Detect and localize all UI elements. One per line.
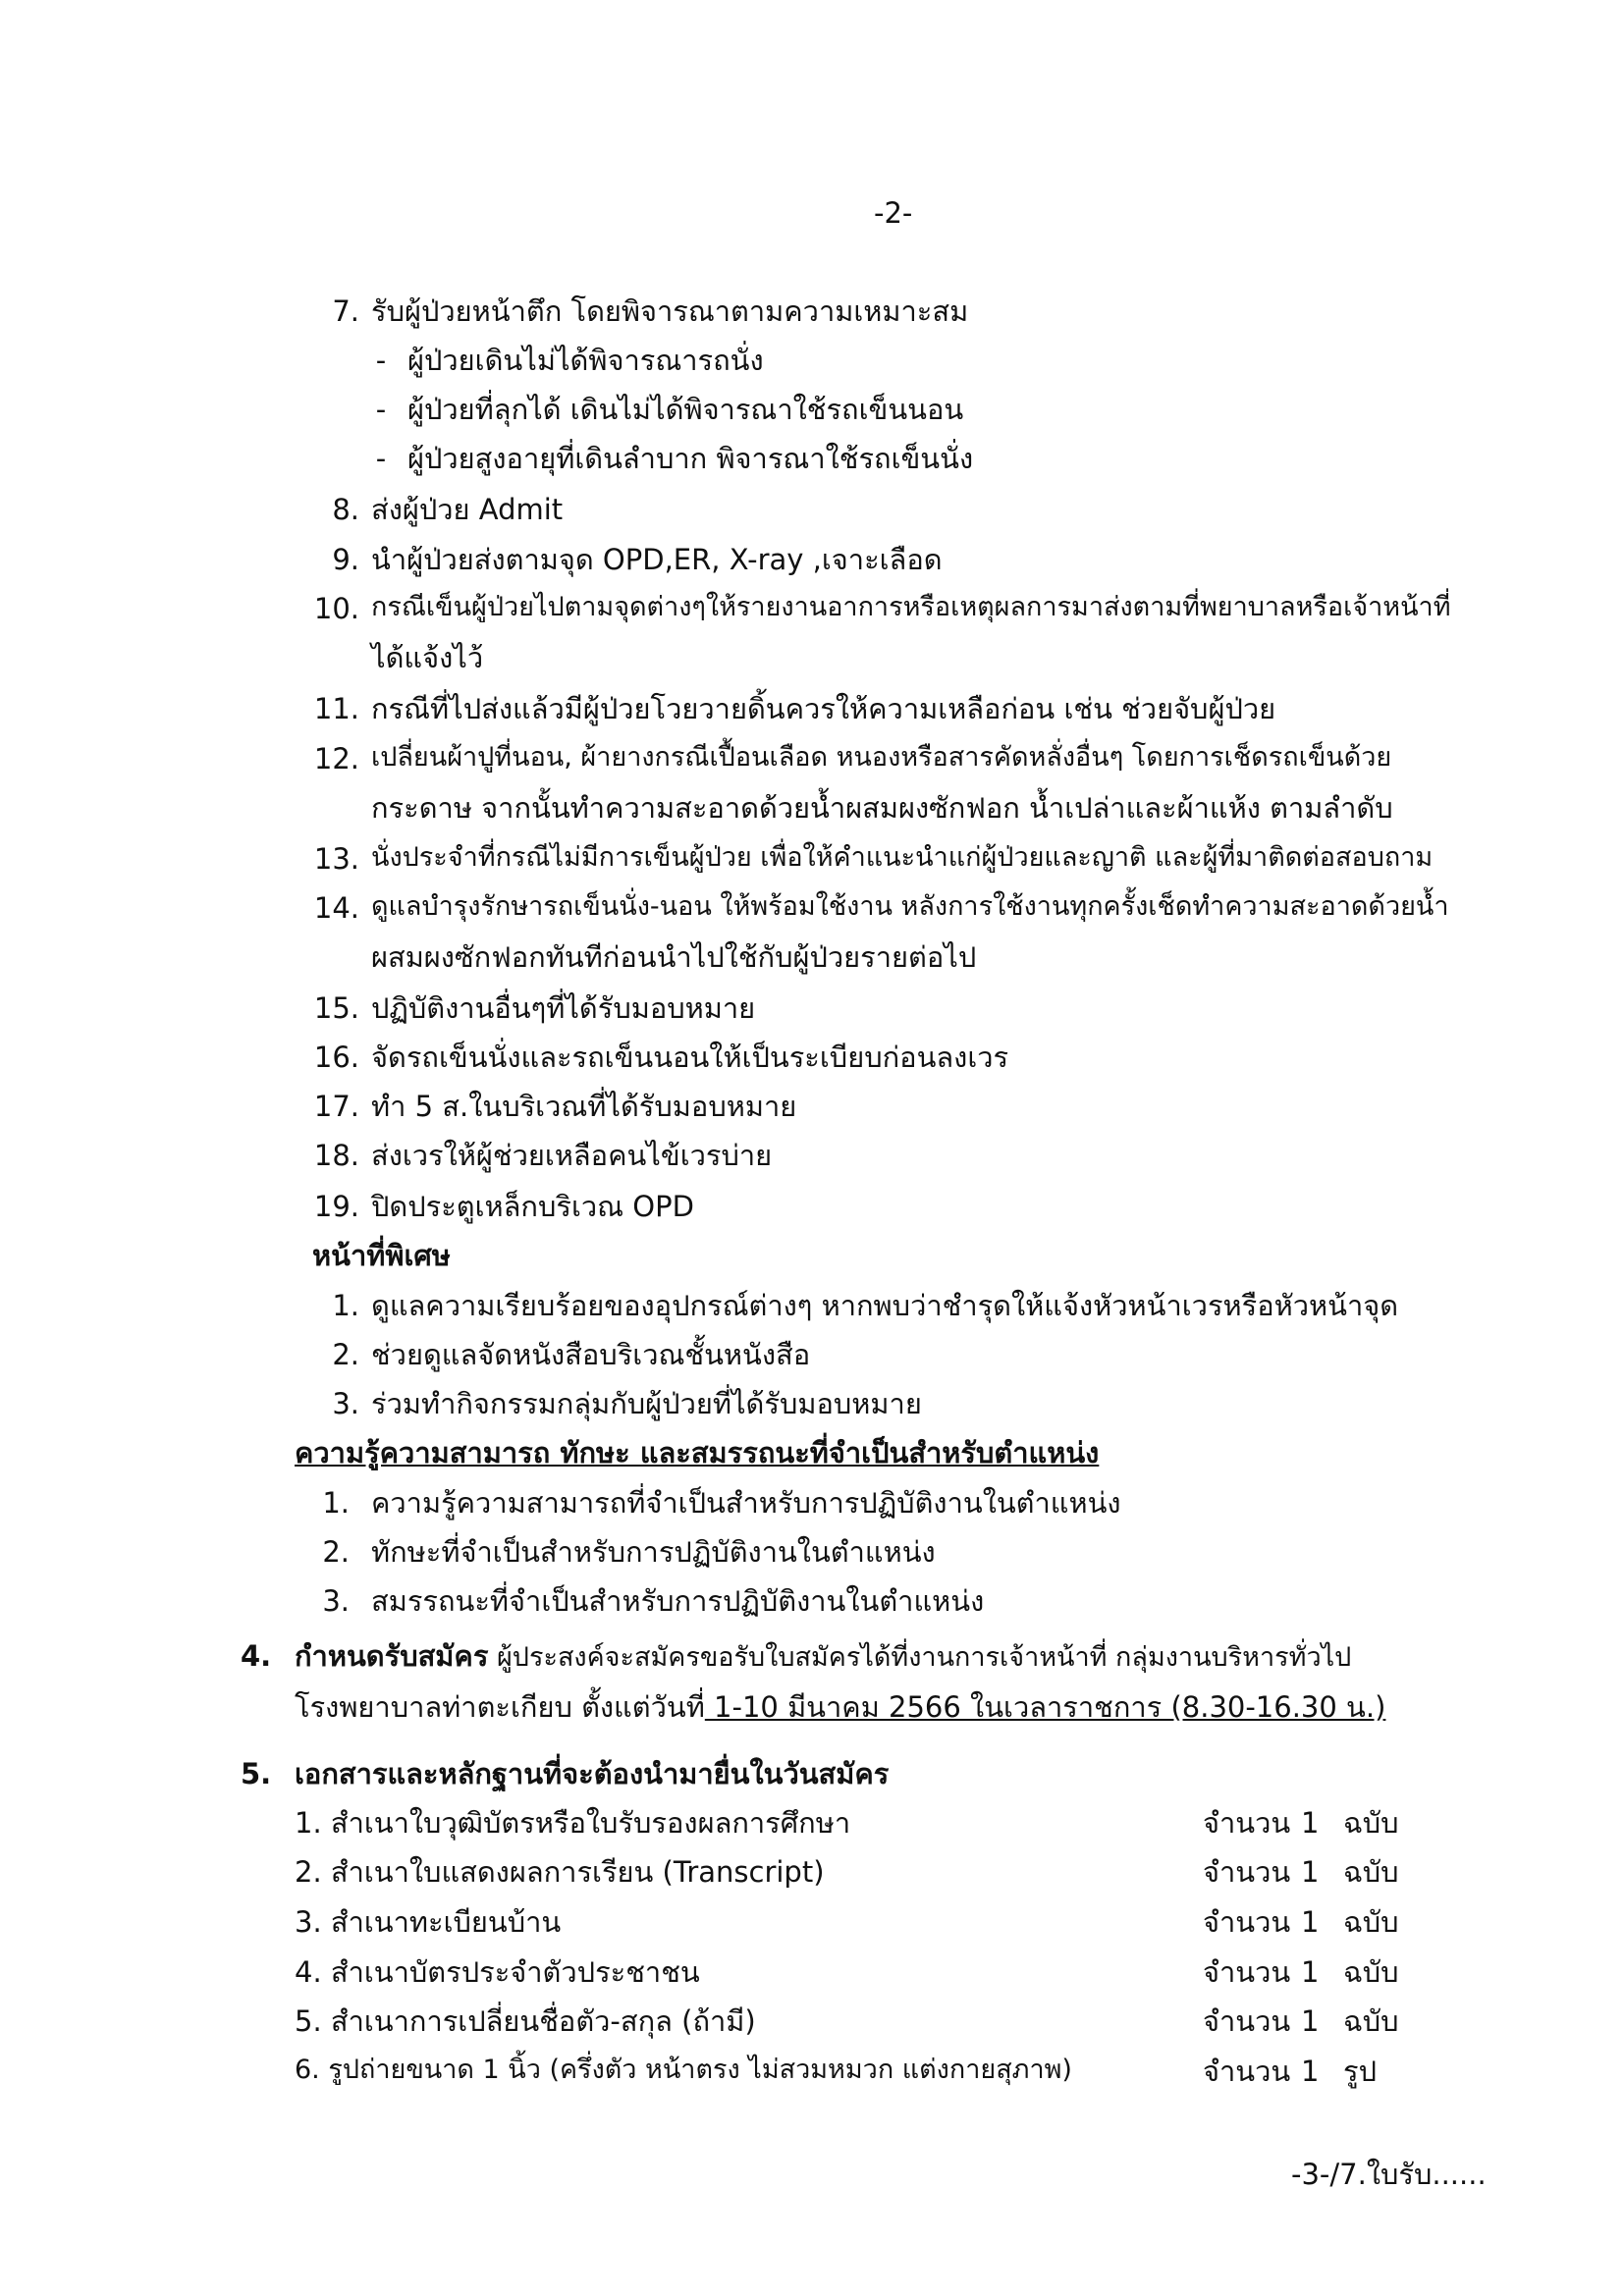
section-4-line2	[295, 1690, 1385, 1725]
special-2-text: ช่วยดูแลจัดหนังสือบริเวณชั้นหนังสือ	[371, 1338, 811, 1371]
doc-2-qty: 1	[1301, 1855, 1320, 1889]
doc-1-qty: 1	[1301, 1806, 1320, 1840]
duty-14-text: ดูแลบำรุงรักษารถเข็นนั่ง-นอน ให้พร้อมใช้งาน หลังการใช้งานทุกครั้งเช็ดทำความสะอาดด้วยน้ำ	[371, 891, 1449, 922]
doc-2-unit: ฉบับ	[1343, 1855, 1399, 1889]
special-1-num: 1.	[332, 1289, 359, 1322]
doc-4-qty: 1	[1301, 1955, 1320, 1989]
section-4-line1	[295, 1639, 1351, 1674]
section-4-date-range: 1-10 มีนาคม 2566 ในเวลาราชการ (8.30-16.30 น.)	[704, 1690, 1386, 1724]
doc-2-qty-label: จำนวน	[1203, 1855, 1291, 1889]
competency-1-num: 1.	[322, 1486, 350, 1520]
duty-11-text: กรณีที่ไปส่งแล้วมีผู้ป่วยโวยวายดิ้นควรให้ความเหลือก่อน เช่น ช่วยจับผู้ป่วย	[371, 692, 1276, 725]
duty-18-text: ส่งเวรให้ผู้ช่วยเหลือคนไข้เวรบ่าย	[371, 1139, 773, 1172]
duty-16-num: 16.	[313, 1041, 359, 1074]
competency-1-text: ความรู้ความสามารถที่จำเป็นสำหรับการปฏิบัติงานในตำแหน่ง	[371, 1486, 1121, 1520]
duty-15-text: ปฏิบัติงานอื่นๆที่ได้รับมอบหมาย	[371, 991, 756, 1025]
duty-10-cont: ได้แจ้งไว้	[371, 641, 484, 674]
duty-14-num: 14.	[313, 891, 359, 925]
doc-3-unit: ฉบับ	[1343, 1905, 1399, 1939]
special-heading: หน้าที่พิเศษ	[312, 1239, 451, 1272]
section-4-num: 4.	[241, 1639, 272, 1673]
doc-3-qty: 1	[1301, 1905, 1320, 1939]
page-number: -2-	[874, 196, 913, 230]
duty-9-num: 9.	[332, 543, 359, 576]
doc-6-text: 6. รูปถ่ายขนาด 1 นิ้ว (ครึ่งตัว หน้าตรง ไม่สวมหมวก แต่งกายสุภาพ)	[295, 2055, 1072, 2085]
special-1-text: ดูแลความเรียบร้อยของอุปกรณ์ต่างๆ หากพบว่าชำรุดให้แจ้งหัวหน้าเวรหรือหัวหน้าจุด	[371, 1289, 1399, 1322]
duty-19-text: ปิดประตูเหล็กบริเวณ OPD	[371, 1190, 694, 1223]
competency-2-text: ทักษะที่จำเป็นสำหรับการปฏิบัติงานในตำแหน่ง	[371, 1535, 936, 1569]
page-footer: -3-/7.ใบรับ......	[1291, 2158, 1487, 2191]
section-5-title: เอกสารและหลักฐานที่จะต้องนำมายื่นในวันสมัคร	[295, 1757, 890, 1790]
sub-item-dash: -	[375, 344, 387, 377]
section-4-text: ผู้ประสงค์จะสมัครขอรับใบสมัครได้ที่งานการเจ้าหน้าที่ กลุ่มงานบริหารทั่วไป	[488, 1642, 1352, 1673]
duty-8-num: 8.	[332, 493, 359, 526]
sub-item-dash: -	[375, 393, 387, 426]
duty-14-cont: ผสมผงซักฟอกทันทีก่อนนำไปใช้กับผู้ป่วยรายต่อไป	[371, 940, 977, 974]
doc-5-qty: 1	[1301, 2004, 1320, 2038]
doc-4-qty-label: จำนวน	[1203, 1955, 1291, 1989]
doc-4-unit: ฉบับ	[1343, 1955, 1399, 1989]
duty-10-text: กรณีเข็นผู้ป่วยไปตามจุดต่างๆให้รายงานอาการหรือเหตุผลการมาส่งตามที่พยาบาลหรือเจ้าหน้าที่	[371, 592, 1451, 622]
doc-2-text: 2. สำเนาใบแสดงผลการเรียน (Transcript)	[295, 1855, 825, 1889]
doc-6-unit: รูป	[1343, 2055, 1377, 2088]
doc-1-unit: ฉบับ	[1343, 1806, 1399, 1840]
doc-3-text: 3. สำเนาทะเบียนบ้าน	[295, 1905, 562, 1939]
duty-11-num: 11.	[313, 692, 359, 725]
duty-12-cont: กระดาษ จากนั้นทำความสะอาดด้วยน้ำผสมผงซักฟอก น้ำเปล่าและผ้าแห้ง ตามลำดับ	[371, 791, 1393, 825]
section-5-num: 5.	[241, 1757, 272, 1790]
doc-5-qty-label: จำนวน	[1203, 2004, 1291, 2038]
sub-item-7-3: ผู้ป่วยสูงอายุที่เดินลำบาก พิจารณาใช้รถเข็นนั่ง	[407, 442, 974, 475]
duty-13-text: นั่งประจำที่กรณีไม่มีการเข็นผู้ป่วย เพื่อให้คำแนะนำแก่ผู้ป่วยและญาติ และผู้ที่มาติดต่อสอบถาม	[371, 842, 1434, 873]
duty-9-text: นำผู้ป่วยส่งตามจุด OPD,ER, X-ray ,เจาะเลือด	[371, 543, 943, 576]
doc-4-text: 4. สำเนาบัตรประจำตัวประชาชน	[295, 1955, 700, 1989]
competency-2-num: 2.	[322, 1535, 350, 1569]
doc-5-unit: ฉบับ	[1343, 2004, 1399, 2038]
competency-3-num: 3.	[322, 1584, 350, 1618]
duty-10-num: 10.	[313, 592, 359, 625]
special-2-num: 2.	[332, 1338, 359, 1371]
special-3-num: 3.	[332, 1387, 359, 1420]
doc-1-text: 1. สำเนาใบวุฒิบัตรหรือใบรับรองผลการศึกษา	[295, 1806, 851, 1840]
sub-item-dash: -	[375, 442, 387, 475]
duty-18-num: 18.	[313, 1139, 359, 1172]
sub-item-7-2: ผู้ป่วยที่ลุกได้ เดินไม่ได้พิจารณาใช้รถเข็นนอน	[407, 393, 964, 426]
duty-12-text: เปลี่ยนผ้าปูที่นอน, ผ้ายางกรณีเปื้อนเลือด หนองหรือสารคัดหลั่งอื่นๆ โดยการเช็ดรถเข็นด้วย	[371, 742, 1392, 773]
duty-12-num: 12.	[313, 742, 359, 775]
duty-15-num: 15.	[313, 991, 359, 1025]
duty-7-num: 7.	[332, 294, 359, 328]
special-3-text: ร่วมทำกิจกรรมกลุ่มกับผู้ป่วยที่ได้รับมอบหมาย	[371, 1387, 922, 1420]
section-4-line2-prefix: โรงพยาบาลท่าตะเกียบ ตั้งแต่วันที่	[295, 1690, 705, 1724]
sub-item-7-1: ผู้ป่วยเดินไม่ได้พิจารณารถนั่ง	[407, 344, 764, 377]
duty-17-text: ทำ 5 ส.ในบริเวณที่ได้รับมอบหมาย	[371, 1090, 797, 1123]
doc-6-qty-label: จำนวน	[1203, 2055, 1291, 2088]
duty-19-num: 19.	[313, 1190, 359, 1223]
duty-17-num: 17.	[313, 1090, 359, 1123]
doc-3-qty-label: จำนวน	[1203, 1905, 1291, 1939]
competency-3-text: สมรรถนะที่จำเป็นสำหรับการปฏิบัติงานในตำแหน่ง	[371, 1584, 985, 1618]
duty-13-num: 13.	[313, 842, 359, 876]
doc-1-qty-label: จำนวน	[1203, 1806, 1291, 1840]
competency-heading: ความรู้ความสามารถ ทักษะ และสมรรถนะที่จำเป็นสำหรับตำแหน่ง	[295, 1436, 1100, 1469]
doc-5-text: 5. สำเนาการเปลี่ยนชื่อตัว-สกุล (ถ้ามี)	[295, 2004, 756, 2038]
section-4-title: กำหนดรับสมัคร	[295, 1639, 489, 1673]
duty-16-text: จัดรถเข็นนั่งและรถเข็นนอนให้เป็นระเบียบก่อนลงเวร	[371, 1041, 1009, 1074]
duty-8-text: ส่งผู้ป่วย Admit	[371, 493, 564, 526]
duty-7-text: รับผู้ป่วยหน้าตึก โดยพิจารณาตามความเหมาะสม	[371, 294, 969, 328]
doc-6-qty: 1	[1301, 2055, 1320, 2088]
